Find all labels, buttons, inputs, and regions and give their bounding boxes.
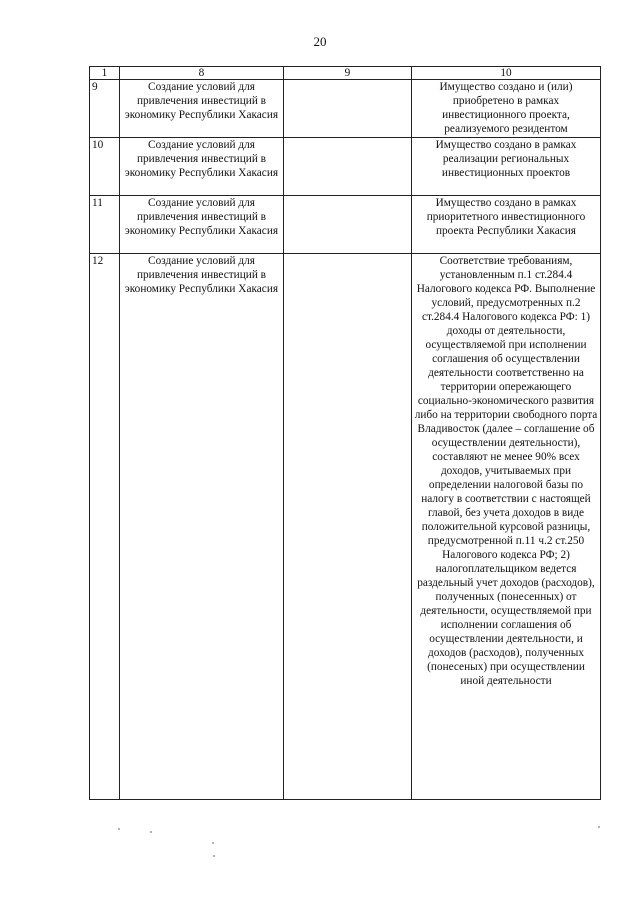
condition-cell: Имущество создано и (или) приобретено в рамках инвестиционного проекта, реализуемого резидентом [412, 80, 601, 138]
row-number: 9 [90, 80, 120, 138]
goal-cell: Создание условий для привлечения инвестиций в экономику Республики Хакасия [120, 196, 284, 254]
table-row [90, 80, 601, 138]
header-col-10: 10 [412, 67, 601, 80]
goal-cell: Создание условий для привлечения инвестиций в экономику Республики Хакасия [120, 138, 284, 196]
header-col-9: 9 [284, 67, 412, 80]
condition-cell: Имущество создано в рамках приоритетного инвестиционного проекта Республики Хакасия [412, 196, 601, 254]
header-col-8: 8 [120, 67, 284, 80]
table-row [90, 254, 601, 800]
row-number: 12 [90, 254, 120, 800]
goal-cell: Создание условий для привлечения инвестиций в экономику Республики Хакасия [120, 254, 284, 800]
condition-cell: Имущество создано в рамках реализации региональных инвестиционных проектов [412, 138, 601, 196]
scan-artifact [212, 842, 214, 844]
scan-artifact [150, 831, 152, 833]
scan-artifact [118, 828, 120, 830]
scan-artifact [598, 826, 600, 828]
table-header-row [90, 67, 601, 80]
empty-cell [284, 138, 412, 196]
table-row [90, 196, 601, 254]
row-number: 10 [90, 138, 120, 196]
header-col-1: 1 [90, 67, 120, 80]
goal-cell: Создание условий для привлечения инвестиций в экономику Республики Хакасия [120, 80, 284, 138]
benefits-table [89, 66, 601, 800]
condition-cell: Соответствие требованиям, установленным п.1 ст.284.4 Налогового кодекса РФ. Выполнение условий, предусмотренных п.2 ст.284.4 Налогового кодекса РФ: 1) доходы от деятельности, осуществляемой при исполнении соглашения об осуществлении деятельности соответственно на территории опережающего социально-экономического развития либо на территории свободного порта Владивосток (далее – соглашение об осуществлении деятельности), составляют не менее 90% всех доходов, учитываемых при определении налоговой базы по налогу в соответствии с настоящей главой, без учета доходов в виде положительной курсовой разницы, предусмотренной п.11 ч.2 ст.250 Налогового кодекса РФ; 2) налогоплательщиком ведется раздельный учет доходов (расходов), полученных (понесенных) от деятельности, осуществляемой при исполнении соглашения об осуществлении деятельности, и доходов (расходов), полученных (понесеных) при осуществлении иной деятельности [412, 254, 601, 800]
scan-artifact [213, 855, 215, 857]
empty-cell [284, 196, 412, 254]
empty-cell [284, 254, 412, 800]
page-number: 20 [313, 34, 327, 49]
table-row [90, 138, 601, 196]
empty-cell [284, 80, 412, 138]
row-number: 11 [90, 196, 120, 254]
